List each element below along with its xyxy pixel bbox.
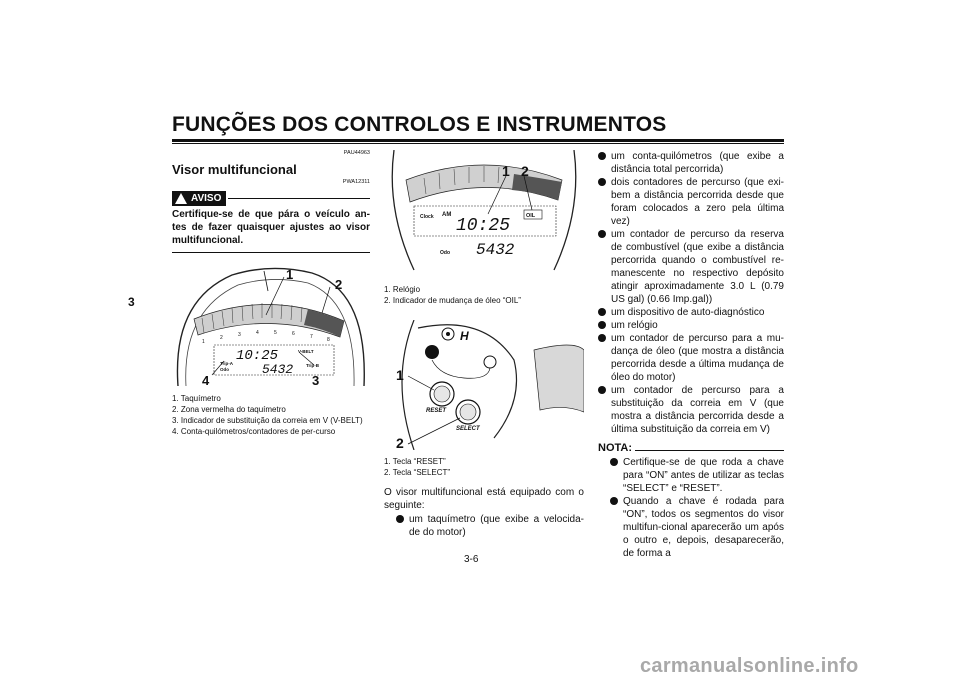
caption-item: 3. Indicador de substituição da correia em V (V-BELT): [172, 416, 363, 425]
warning-triangle-icon: [175, 193, 187, 204]
svg-text:H: H: [460, 329, 469, 343]
meter-odo-readout: 5432: [262, 362, 294, 377]
bullet-icon: [610, 497, 618, 505]
nota-item: Quando a chave é rodada para “ON”, todos os segmentos do visor multifun-cional aparecerão um após o outro e, depois, desaparecerão, de forma a: [610, 495, 784, 560]
clock-am-label: AM: [442, 212, 452, 218]
callout-1: 1: [502, 163, 510, 179]
chapter-tab: 3: [128, 295, 135, 309]
bullet-icon: [598, 152, 606, 160]
clock-time-readout: 10:25: [456, 216, 511, 236]
reset-button-label: RESET: [426, 408, 447, 414]
page-number: 3-6: [464, 554, 479, 565]
scale-tick-2: 2: [220, 335, 223, 341]
meter-trip-a-label: Trip-A: [220, 361, 233, 366]
bullet-icon: [396, 515, 404, 523]
caption-item: 4. Conta-quilómetros/contadores de per-curso: [172, 427, 336, 436]
bullet-icon: [598, 308, 606, 316]
caption-item: 1. Taquímetro: [172, 394, 221, 403]
meter-vbelt-label: V-BELT: [298, 349, 314, 354]
feature-list-start: [396, 513, 584, 539]
callout-2: 2: [335, 277, 343, 292]
warning-bottom-rule: [172, 252, 370, 253]
meter-odo-label: Odo: [220, 367, 229, 372]
caption-item: 2. Zona vermelha do taquímetro: [172, 405, 286, 414]
callout-3: 3: [312, 373, 320, 387]
figure3-captions: [384, 456, 584, 478]
feature-item: um dispositivo de auto-diagnóstico: [598, 306, 784, 319]
figure1-captions: [172, 393, 370, 437]
callout-2: 2: [521, 163, 529, 179]
header-rule-thin: [172, 143, 784, 144]
feature-item: um taquímetro (que exibe a velocida-de do motor): [396, 513, 584, 539]
feature-item: dois contadores de percurso (que exi-bem a distância percorrida desde que foram colocados a zero pela última vez): [598, 176, 784, 228]
header-rule: [172, 139, 784, 142]
nota-label: NOTA:: [598, 442, 633, 454]
caption-item: 2. Tecla “SELECT”: [384, 468, 451, 477]
feature-item: um contador de percurso para a mu-dança de óleo (que mostra a distância percorrida desde a última mudança de óleo do motor): [598, 332, 784, 384]
callout-1: 1: [396, 367, 404, 383]
feature-item: um conta-quilómetros (que exibe a distância total percorrida): [598, 150, 784, 176]
section-title: Visor multifuncional: [172, 162, 297, 177]
feature-list-continued: [598, 150, 784, 436]
meter-trip-b-label: Trip-B: [306, 363, 319, 368]
callout-2: 2: [396, 435, 404, 450]
bullet-icon: [610, 458, 618, 466]
scale-tick-1: 1: [202, 339, 205, 345]
feature-item: um relógio: [598, 319, 784, 332]
warning-label: AVISO: [191, 193, 222, 204]
nota-item: Certifique-se de que roda a chave para “ON” antes de utilizar as teclas “SELECT” e “RESET”.: [610, 456, 784, 495]
warning-header: [172, 191, 370, 206]
buttons-panel-illustration: [384, 320, 584, 450]
bullet-icon: [598, 386, 606, 394]
bullet-icon: [598, 321, 606, 329]
section-code: PAU44963: [343, 150, 370, 156]
warning-code: PWA12311: [342, 179, 370, 185]
nota-header: [598, 442, 784, 454]
bullet-icon: [598, 334, 606, 342]
bullet-icon: [598, 178, 606, 186]
callout-1: 1: [286, 267, 294, 282]
bullet-icon: [598, 230, 606, 238]
callout-4: 4: [202, 373, 210, 387]
figure2-captions: [384, 284, 584, 306]
clock-label: Clock: [420, 214, 434, 220]
caption-item: 1. Tecla “RESET”: [384, 457, 446, 466]
page-title: FUNÇÕES DOS CONTROLOS E INSTRUMENTOS: [172, 113, 667, 136]
column-right: [598, 150, 784, 560]
figure-meter-panel: [172, 261, 370, 387]
scale-tick-6: 6: [292, 331, 295, 337]
nota-list: [610, 456, 784, 560]
odo-label: Odo: [440, 250, 450, 256]
intro-paragraph: O visor multifuncional está equipado com o seguinte:: [384, 487, 584, 511]
caption-item: 2. Indicador de mudança de óleo “OIL”: [384, 296, 521, 305]
watermark: carmanualsonline.info: [640, 655, 859, 677]
clock-panel-illustration: [384, 150, 584, 278]
column-middle: [384, 150, 584, 539]
feature-item: um contador de percurso da reserva de combustível (que exibe a distância percorrida quando o combustível re-manescente no respectivo depósito atingir aproximadamente 3.0 L (0.79 US gal) (0.66 Imp.gal)): [598, 228, 784, 306]
figure-clock-panel: [384, 150, 584, 278]
warning-rule: [228, 198, 370, 199]
nota-rule: [635, 450, 784, 451]
caption-item: 1. Relógio: [384, 285, 421, 294]
odo-readout: 5432: [476, 241, 515, 259]
scale-tick-4: 4: [256, 330, 259, 336]
select-button-label: SELECT: [456, 426, 480, 432]
figure-buttons-panel: [384, 320, 584, 450]
meter-time-readout: 10:25: [236, 348, 279, 364]
warning-text: Certifique-se de que pára o veículo an-tes de fazer quaisquer ajustes ao visor multifuncional.: [172, 209, 370, 246]
scale-tick-3: 3: [238, 332, 241, 338]
feature-item: um contador de percurso para a substituição da correia em V (que mostra a distância percorrida desde a última substituição da correia em V): [598, 384, 784, 436]
scale-tick-7: 7: [310, 334, 313, 340]
scale-tick-5: 5: [274, 330, 277, 336]
warning-badge: [172, 191, 226, 206]
oil-indicator: OIL: [526, 213, 536, 219]
meter-panel-illustration: [172, 261, 370, 387]
column-left: [172, 150, 370, 437]
scale-tick-8: 8: [327, 337, 330, 343]
